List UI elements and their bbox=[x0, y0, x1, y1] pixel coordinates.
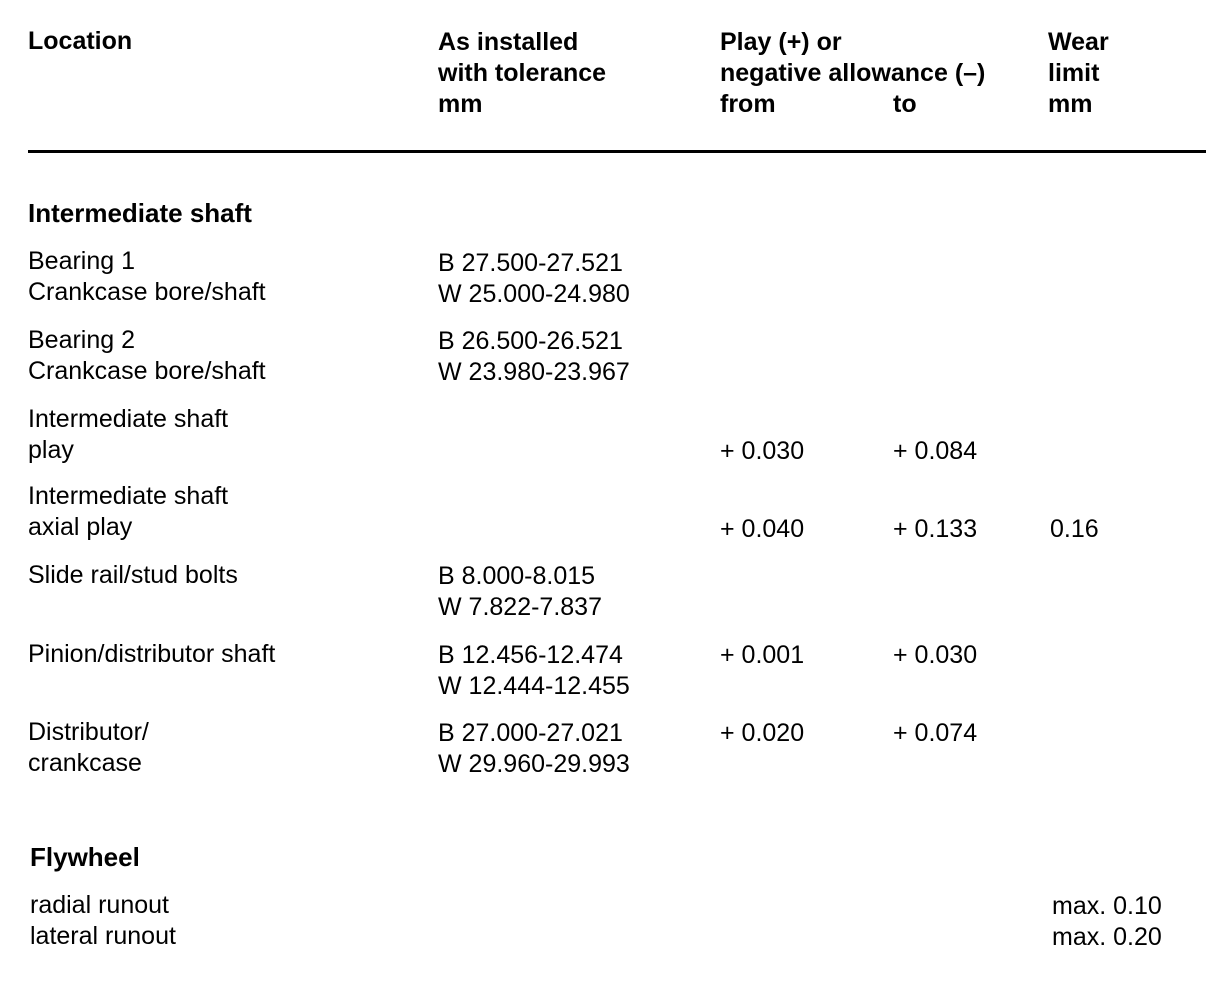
header-from: from bbox=[720, 90, 776, 118]
header-installed bbox=[438, 27, 606, 120]
header-installed-line: As installed bbox=[438, 28, 579, 56]
row-installed-line: B 26.500-26.521 bbox=[438, 327, 623, 355]
row-location-line: Distributor/ bbox=[28, 718, 149, 746]
row-location: Pinion/distributor shaft bbox=[28, 640, 276, 668]
row-installed-line: B 8.000-8.015 bbox=[438, 562, 596, 590]
flywheel-location-line: lateral runout bbox=[30, 922, 176, 950]
row-location bbox=[28, 246, 266, 308]
header-play bbox=[720, 27, 985, 89]
flywheel-wear-limit bbox=[1052, 891, 1162, 953]
row-play-from: + 0.040 bbox=[720, 515, 805, 543]
header-wear-line: Wear bbox=[1048, 28, 1109, 56]
row-installed-line: W 23.980-23.967 bbox=[438, 358, 630, 386]
header-play-line: Play (+) or bbox=[720, 28, 842, 56]
row-location-line: Intermediate shaft bbox=[28, 405, 229, 433]
flywheel-location bbox=[30, 890, 176, 952]
row-installed bbox=[438, 561, 602, 623]
row-play-from: + 0.001 bbox=[720, 641, 805, 669]
row-location-line: axial play bbox=[28, 513, 133, 541]
row-installed-line: W 7.822-7.837 bbox=[438, 593, 602, 621]
row-location: Slide rail/stud bolts bbox=[28, 561, 238, 589]
row-play-from: + 0.030 bbox=[720, 437, 805, 465]
row-location bbox=[28, 481, 228, 543]
row-location-line: Bearing 1 bbox=[28, 247, 136, 275]
row-installed bbox=[438, 718, 630, 780]
row-installed-line: W 25.000-24.980 bbox=[438, 280, 630, 308]
row-installed bbox=[438, 248, 630, 310]
header-wear-line: mm bbox=[1048, 90, 1093, 118]
header-to: to bbox=[893, 90, 917, 118]
row-location bbox=[28, 325, 266, 387]
row-installed-line: W 29.960-29.993 bbox=[438, 750, 630, 778]
header-installed-line: mm bbox=[438, 90, 483, 118]
header-play-line: negative allowance (–) bbox=[720, 59, 986, 87]
flywheel-wear-line: max. 0.20 bbox=[1052, 923, 1162, 951]
row-installed-line: B 27.000-27.021 bbox=[438, 719, 623, 747]
header-wear bbox=[1048, 27, 1109, 120]
row-installed-line: B 12.456-12.474 bbox=[438, 641, 623, 669]
row-play-to: + 0.030 bbox=[893, 641, 978, 669]
row-location-line: crankcase bbox=[28, 749, 142, 777]
row-play-to: + 0.084 bbox=[893, 437, 978, 465]
row-location-line: play bbox=[28, 436, 74, 464]
row-location bbox=[28, 717, 149, 779]
section-title-intermediate-shaft: Intermediate shaft bbox=[28, 198, 252, 228]
row-location-line: Intermediate shaft bbox=[28, 482, 229, 510]
header-divider bbox=[28, 150, 1206, 153]
flywheel-location-line: radial runout bbox=[30, 891, 169, 919]
row-installed bbox=[438, 640, 630, 702]
flywheel-wear-line: max. 0.10 bbox=[1052, 892, 1162, 920]
row-play-to: + 0.133 bbox=[893, 515, 978, 543]
header-installed-line: with tolerance bbox=[438, 59, 607, 87]
row-location-line: Crankcase bore/shaft bbox=[28, 357, 266, 385]
row-play-from: + 0.020 bbox=[720, 719, 805, 747]
row-installed-line: W 12.444-12.455 bbox=[438, 672, 630, 700]
row-installed bbox=[438, 326, 630, 388]
row-location bbox=[28, 404, 228, 466]
row-wear-limit: 0.16 bbox=[1050, 515, 1099, 543]
header-wear-line: limit bbox=[1048, 59, 1100, 87]
section-title-flywheel: Flywheel bbox=[30, 842, 140, 872]
row-installed-line: B 27.500-27.521 bbox=[438, 249, 623, 277]
header-location: Location bbox=[28, 27, 133, 55]
row-location-line: Crankcase bore/shaft bbox=[28, 278, 266, 306]
row-play-to: + 0.074 bbox=[893, 719, 978, 747]
row-location-line: Bearing 2 bbox=[28, 326, 136, 354]
